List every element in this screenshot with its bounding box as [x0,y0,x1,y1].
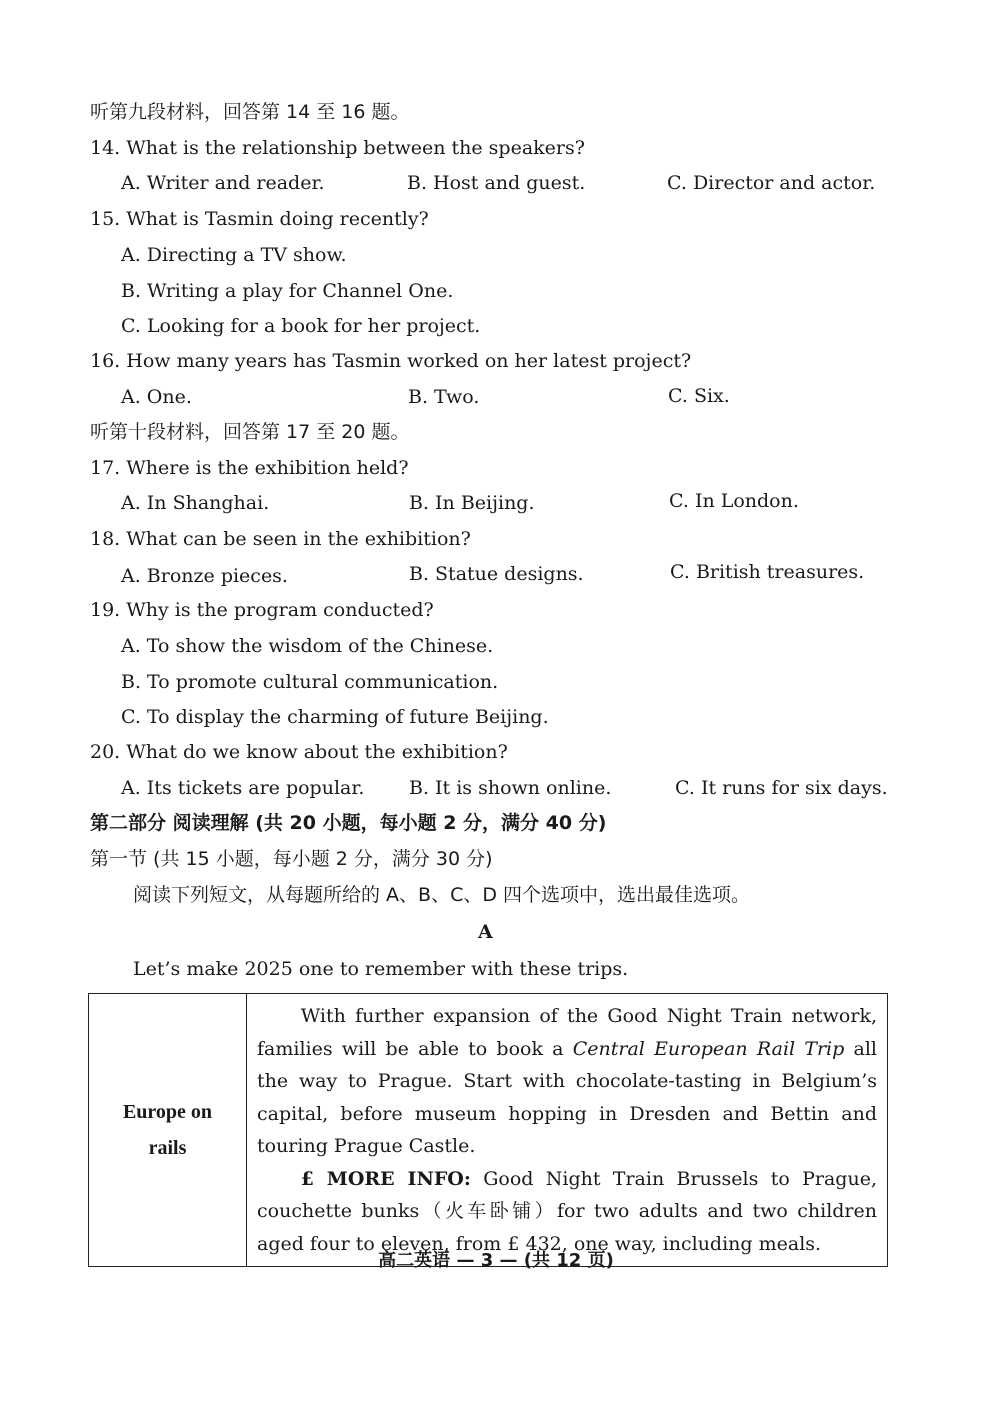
question-16-option-a: A. One. [121,386,192,408]
trip-p1-italic: Central European Rail Trip [572,1037,845,1060]
question-17-option-a: A. In Shanghai. [121,492,270,514]
question-17-option-c: C. In London. [669,490,799,512]
trip-label-line-2: rails [148,1137,187,1159]
question-16-option-c: C. Six. [668,385,730,407]
question-20-option-b: B. It is shown online. [409,777,612,799]
question-17-stem: 17. Where is the exhibition held? [90,457,409,479]
question-15-stem: 15. What is Tasmin doing recently? [90,208,429,230]
trip-description-cell [247,994,888,1267]
question-18-option-c: C. British treasures. [670,561,865,583]
question-18-stem: 18. What can be seen in the exhibition? [90,528,471,550]
trip-row [89,994,888,1267]
section-10-header: 听第十段材料，回答第 17 至 20 题。 [90,421,410,443]
reading-instruction: 阅读下列短文，从每题所给的 A、B、C、D 四个选项中，选出最佳选项。 [133,884,751,906]
more-info-label: £ MORE INFO: [300,1167,471,1190]
question-19-stem: 19. Why is the program conducted? [90,599,434,621]
section-9-header: 听第九段材料，回答第 14 至 16 题。 [90,101,410,123]
question-20-option-c: C. It runs for six days. [675,777,888,799]
question-14-stem: 14. What is the relationship between the speakers? [90,137,585,159]
trip-paragraph-2 [257,1163,877,1261]
trip-table [88,993,888,1267]
question-19-option-b: B. To promote cultural communication. [121,671,499,693]
section-1-header: 第一节 (共 15 小题，每小题 2 分，满分 30 分) [90,848,493,870]
question-19-option-c: C. To display the charming of future Beijing. [121,706,549,728]
question-14-option-a: A. Writer and reader. [121,172,325,194]
question-15-option-c: C. Looking for a book for her project. [121,315,481,337]
trip-p1-text-a: With further expansion of the Good Night Train network, families will be able to book a [257,1005,877,1060]
question-15-option-b: B. Writing a play for Channel One. [121,280,454,302]
trip-paragraph-1 [257,1000,877,1163]
question-16-option-b: B. Two. [408,386,480,408]
question-20-option-a: A. Its tickets are popular. [121,777,365,799]
question-16-stem: 16. How many years has Tasmin worked on her latest project? [90,350,692,372]
trip-p2-text: Good Night Train Brussels to Prague, couchette bunks（火车卧铺）for two adults and two children aged four to eleven, from £ 432, one way, including meals. [257,1167,877,1255]
trip-label-cell [89,994,247,1267]
question-19-option-a: A. To show the wisdom of the Chinese. [121,635,494,657]
trip-p1-text-b: all the way to Prague. Start with chocolate-tasting in Belgium’s capital, before museum hopping in Dresden and Bettin and touring Prague Castle. [257,1037,878,1157]
question-18-option-b: B. Statue designs. [409,563,584,585]
passage-intro: Let’s make 2025 one to remember with these trips. [133,958,629,980]
question-17-option-b: B. In Beijing. [409,492,535,514]
trip-label-line-1: Europe on [122,1101,213,1123]
part-2-header: 第二部分 阅读理解 (共 20 小题，每小题 2 分，满分 40 分) [90,812,607,834]
question-14-option-c: C. Director and actor. [667,172,876,194]
passage-letter: A [478,921,493,943]
question-15-option-a: A. Directing a TV show. [121,244,347,266]
question-14-option-b: B. Host and guest. [407,172,586,194]
question-20-stem: 20. What do we know about the exhibition? [90,741,508,763]
question-18-option-a: A. Bronze pieces. [121,565,288,587]
page-footer: 高二英语 — 3 — (共 12 页) [378,1250,614,1271]
